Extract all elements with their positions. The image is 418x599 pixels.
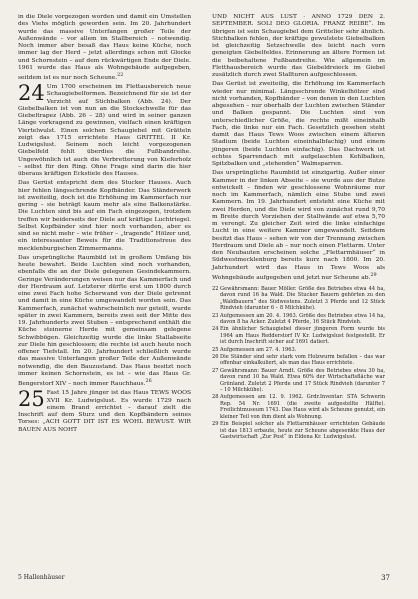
footnote-text: Ein Beispiel solcher als Flettarmhäuser errichteten Gebäude ist das 1813 erbaute, heute zur Scheune abgesenkte Haus der Gastwirtschaft „Zur Post“ in Eldena Kr. Ludwigslust.: [220, 421, 385, 440]
page-number: 37: [381, 574, 390, 582]
footnote-number: 23: [212, 312, 219, 319]
footnote-text: Aufgemessen am 27. 4. 1963.: [220, 346, 297, 353]
right-column: [212, 14, 385, 441]
paragraph: [212, 170, 385, 282]
footnote-number: 28: [212, 394, 219, 401]
footnote-number: 25: [212, 346, 219, 353]
footnote: [212, 394, 385, 420]
footnote: [212, 354, 385, 367]
footnote-ref: 29: [370, 271, 377, 278]
footnote-text: Gewährsmann: Bauer Möller. Größe des Betriebes etwa 44 ha, davon rund 16 ha Wald. Die Stucker Bauern gehörten zu den „Waldbauern“ des Südwestens. Zuletzt 3 Pferde und 12 Stück Rindvieh (darunter 6 – 8 Milchkühe).: [220, 285, 385, 312]
footnote-ref: 22: [117, 72, 124, 78]
footnote-number: 26: [212, 354, 219, 361]
footnote-number: 27: [212, 367, 219, 374]
running-footer: 5 Hallenhäuser: [18, 574, 65, 581]
footnote: [212, 368, 385, 394]
footnote: [212, 421, 385, 440]
figure-number: 25: [18, 387, 45, 412]
footnote: [212, 347, 385, 353]
paragraph: Das Gerüst entspricht dem des Stucker Hauses. Auch hier fehlen längsschrende Kopfbänder. Das Ständerwerk ist zweiteilig, doch ist die Erhöhung im Kammerfach nur gering – sie beträgt kaum mehr als eine Balkenstärke. Die Luchten sind bis auf ein Fach eingezogen, trotzdem treffen wir beiderseits der Diele auf kräftige Luchtriegel. Selbst Kopfbänder sind hier noch vorhanden, aber es sind so nicht mehr – wie früher – „tragende“ Hölzer und, ein interessanter Beweis für die Traditionstreue des mecklenburgischen Zimmermanns.: [18, 180, 191, 252]
figure-number: 24: [18, 81, 45, 106]
footnote: [212, 326, 385, 345]
paragraph: [18, 255, 191, 388]
paragraph-text: Das ursprüngliche Raumbild ist in großem Umfang bis heute bewahrt. Beide Luchten sind noch vorhanden, ebenfalls die an der Diele gelegenen Gesindekammern. Geringe Veränderungen weisen nur das Kammerfach und der Herdraum auf. Letzterer dürfte erst um 1800 durch eine zwei Fach hohe Scherwand von der Diele getrennt und damit in eine Küche umgewandelt worden sein. Das Kammerfach, zunächst wahrscheinlich nur geteilt, wurde später in zwei Kammern, bereits zwei seit der Mitte des 19. Jahrhunderts zwei Stuben – entsprechend enthält die Küche steinerne Herde mit gemeinsam gelegene Schwibbögen. Gleichzeitig wurde die linke Stallabseite zur Diele hin geschlossen; die rechte ist auch heute noch offener Tiefstall. Im 20. Jahrhundert schließlich wurde das massive Unterfangen großer Teile der Außenwände notwendig, die den Bauzustand. Das Haus besitzt noch immer keinen Schornstein, es ist – wie das Haus Gr. Bengerstorf XIV – noch immer Rauchhaus.: [18, 254, 191, 388]
footnote: [212, 286, 385, 312]
footnote-text: Aufgemessen am 12. 9. 1962. Grdr.Inventar: STA Schwerin Rep. 54 Nr. 1691 (die zweite aufgestellte Hälfte). Freilichtmuseum 1743. Das Haus wird als Scheune genutzt, ein kleiner Teil von ihm dient als Wohnung.: [220, 394, 385, 420]
paragraph: UND NICHT AUS LUST · ANNO 1729 DEN 2. SEPTEMBER. SOLI DEO GLORIA. FRANZ REIBE“. Im übrigen ist sein Schaugiebel dem Grittelier sehr ähnlich. Stichbalken fehlen, der kräftige gewulstete Giebelbalken ist gleichzeitig Setzschwelle des leicht nach vorn geneigten Giebelfeldes. Erinnerung an ältere Formen ist die beibehaltene Fußbandreihe. Wie allgemein im Fletthausbereich wurde das Giebeldreieck im Giebel zusätzlich durch zwei Stallturen aufgeschlossen.: [212, 14, 385, 78]
paragraph: Das Gerüst ist zweiteilig, die Erhöhung im Kammerfach wieder nur minimal. Längsschrende Winkelhölzer sind nicht vorhanden, Kopfbänder – von denen in den Luchten abgesehen – nur oberhalb der Luchten zwischen Ständer und Balken gespannt. Die Luchten sind von unterschiedlicher Größe, die rechte mißt eineinhalb Fach, die linke nur ein Fach. Gesetzlich gesehen steht damit das Haus Tews Woos zwischen einem älteren Stadium (beide Luchten eineinhalbfachig) und einem jüngeren (beide Luchten einfachig). Das Dachwerk ist echtes Sparrendach mit aufgelaschten Kehlbalken, Spitzbalken und „stehenden“ Walmsparren.: [212, 81, 385, 167]
footnote-text: Gewährsmann: Bauer Arndt. Größe des Betriebes etwa 30 ha, davon rund 10 ha Wald. Etwa 60% der Wirtschaftsfläche war Grünland. Zuletzt 2 Pferde und 17 Stück Rindvieh (darunter 7 – 10 Milchkühe).: [220, 367, 385, 394]
footnote-number: 24: [212, 326, 219, 333]
paragraph-text: in die Diele vorgezogen worden und damit ein Umstellen des Viehs möglich geworden sein. Im 20. Jahrhundert wurde das massive Unterfangen großer Teile der Außenwände – vor allem im Stallbereich – notwendig. Noch immer aber besaß das Haus keine Küche, noch immer lag der Herd – jetzt allerdings schon mit Glocke und Schornstein – auf dem rückwärtigen Ende der Diele. 1961 wurde das Haus als Wohngebäude aufgegeben, seitdem ist es nur noch Scheune.: [18, 14, 191, 81]
footnote-ref: 26: [145, 378, 152, 385]
footnote-number: 22: [212, 285, 219, 292]
footnote-text: Ein ähnlicher Schaugiebel dieser jüngeren Form wurde bis 1964 am Haus Redderstorf IV Kr. Ludwigslust festgestellt. Er ist durch Inschrift sicher auf 1691 datiert.: [220, 326, 385, 346]
paragraph-text: Fast 15 Jahre jünger ist das Haus TEWS WOOS XVII Kr. Ludwigslust. Es wurde 1729 nach einem Brand errichtet – darauf zielt die Inschrift auf dem Sturz und den Kopfbändern seines Torses: „ACH GOTT DIT IST ES WOHL BEWUST. WIR BAUEN AUS NOHT: [18, 390, 191, 433]
paragraph: [18, 387, 191, 434]
footnotes: [212, 286, 385, 440]
paragraph-text: Das ursprüngliche Raumbild ist einzigartig. Außer einer Kammer in der linken Abseite – sie wurde aus der Butze entwickelt – finden wir geschlossene Wohnräume nur noch im Kammerfach, nämlich eine Stube und zwei Kammern. Im 19. Jahrhundert entsteht eine Küche mit zwei Herden, und die Diele wird von zunächst rund 9,70 m Breite durch Vorziehen der Stallwände auf etwa 5,70 m verengt. Zu gleicher Zeit wird die linke einfachige Lucht in eine weitere Kammer umgewandelt. Seitdem besitzt das Haus – sehen wir von der Trennung zwischen Herdraum und Diele ab – nur noch einen Flettarm. Unter den Neubauten erscheinen solche „Flettarmhäuser“ in Südwestmecklenburg bereits kurz nach 1800. Im 20. Jahrhundert wird das Haus in Tews Woos als Wohngebäude aufgegeben und jetzt nur Scheune ab.: [212, 170, 385, 281]
footnote: [212, 313, 385, 326]
footnote-text: Die Ständer sind sehr stark vom Holzwurm befallen – das war offenbar einkalkuliert, als man das Haus errichtete.: [220, 354, 385, 367]
left-column: [18, 14, 191, 436]
footnote-number: 29: [212, 421, 219, 428]
paragraph: [18, 14, 191, 82]
paragraph-text: Um 1700 erscheinen im Flettausbereich neue Schaugiebelformen. Bezeichnend für sie ist der Verzicht auf Stichbalken (Abb. 24). Der Giebelbalken ist von nun an die Stockschwelle für das Giebeltrapez (Abb. 26 – 28) und wird in seiner ganzen Länge vorkragend zu gewinnen, vielfach einen kräftigen Viertelwulst. Einen solchen Schaugiebel mit Grätteln zeigt das 1715 errichtete Haus GRITTEL II Kr. Ludwigslust. Seinem noch leicht vorgezogenen Giebelfeld fehlt überdies die Fußbandreihe. Ungewöhnlich ist auch die Verbretterung von Kieferholz – selbst für den Ring. Ohne Frage sind darin die hier überaus kräftigen Eckstiele des Hauses.: [18, 84, 191, 178]
paragraph: [18, 81, 191, 178]
footnote-text: Aufgemessen am 20. 4. 1963. Größe des Betriebes etwa 14 ha, davon 8 ha Acker. Zuletzt 4 Pferde, 16 Stück Rindvieh.: [220, 312, 385, 325]
